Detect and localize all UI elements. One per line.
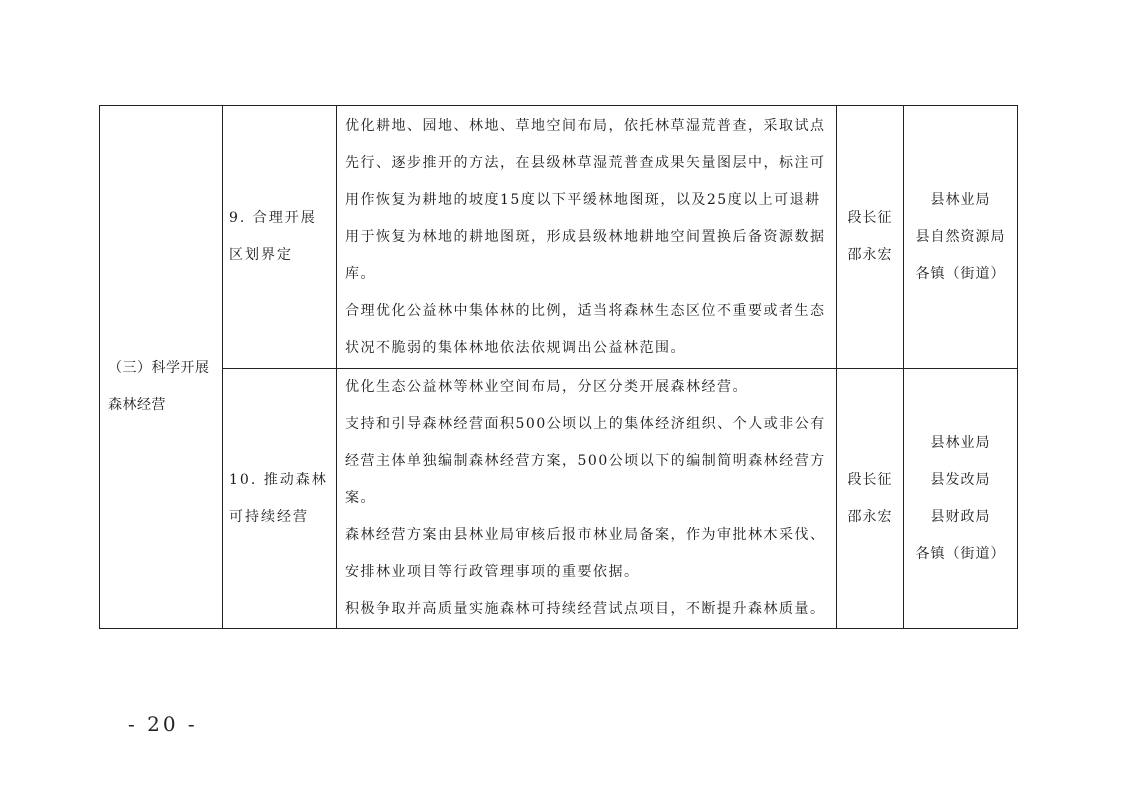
department-name: 县财政局 xyxy=(930,508,991,525)
measure-paragraph: 积极争取并高质量实施森林可持续经营试点项目，不断提升森林质量。 xyxy=(345,601,826,617)
table-row xyxy=(100,369,1018,629)
lead-name: 邵永宏 xyxy=(847,508,893,525)
department-cell xyxy=(904,106,1018,369)
measures-cell xyxy=(337,106,837,369)
lead-name: 邵永宏 xyxy=(847,247,893,263)
measures-cell xyxy=(337,369,837,629)
measure-paragraph: 优化生态公益林等林业空间布局，分区分类开展森林经营。 xyxy=(345,379,748,395)
category-label: （三）科学开展森林经营 xyxy=(108,360,210,413)
measure-paragraph: 合理优化公益林中集体林的比例，适当将森林生态区位不重要或者生态状况不脆弱的集体林地依法依规调出公益林范围。 xyxy=(345,302,826,356)
item-cell xyxy=(223,369,337,629)
department-name: 各镇（街道） xyxy=(915,545,1006,562)
item-label: 10. 推动森林可持续经营 xyxy=(229,471,328,525)
table-row xyxy=(100,106,1018,369)
measure-paragraph: 支持和引导森林经营面积500公顷以上的集体经济组织、个人或非公有经营主体单独编制森林经营方案，500公顷以下的编制简明森林经营方案。 xyxy=(345,416,826,506)
category-cell xyxy=(100,106,223,629)
measure-paragraph: 森林经营方案由县林业局审核后报市林业局备案，作为审批林木采伐、安排林业项目等行政管理事项的重要依据。 xyxy=(345,527,826,580)
department-name: 各镇（街道） xyxy=(915,265,1006,282)
measure-paragraph: 优化耕地、园地、林地、草地空间布局，依托林草湿荒普查，采取试点先行、逐步推开的方法，在县级林草湿荒普查成果矢量图层中，标注可用作恢复为耕地的坡度15度以下平缓林地图斑，以及25度以上可退耕用于恢复为林地的耕地图斑，形成县级林地耕地空间置换后备资源数据库。 xyxy=(345,117,826,282)
department-name: 县林业局 xyxy=(930,434,991,451)
item-label: 9. 合理开展区划界定 xyxy=(229,210,317,263)
department-name: 县林业局 xyxy=(930,191,991,208)
lead-cell xyxy=(837,369,904,629)
item-cell xyxy=(223,106,337,369)
department-cell xyxy=(904,369,1018,629)
task-table xyxy=(99,105,1018,629)
department-name: 县自然资源局 xyxy=(915,228,1006,245)
lead-name: 段长征 xyxy=(847,471,893,488)
lead-name: 段长征 xyxy=(847,210,893,226)
lead-cell xyxy=(837,106,904,369)
department-name: 县发改局 xyxy=(930,471,991,488)
page-number: - 20 - xyxy=(128,712,198,736)
